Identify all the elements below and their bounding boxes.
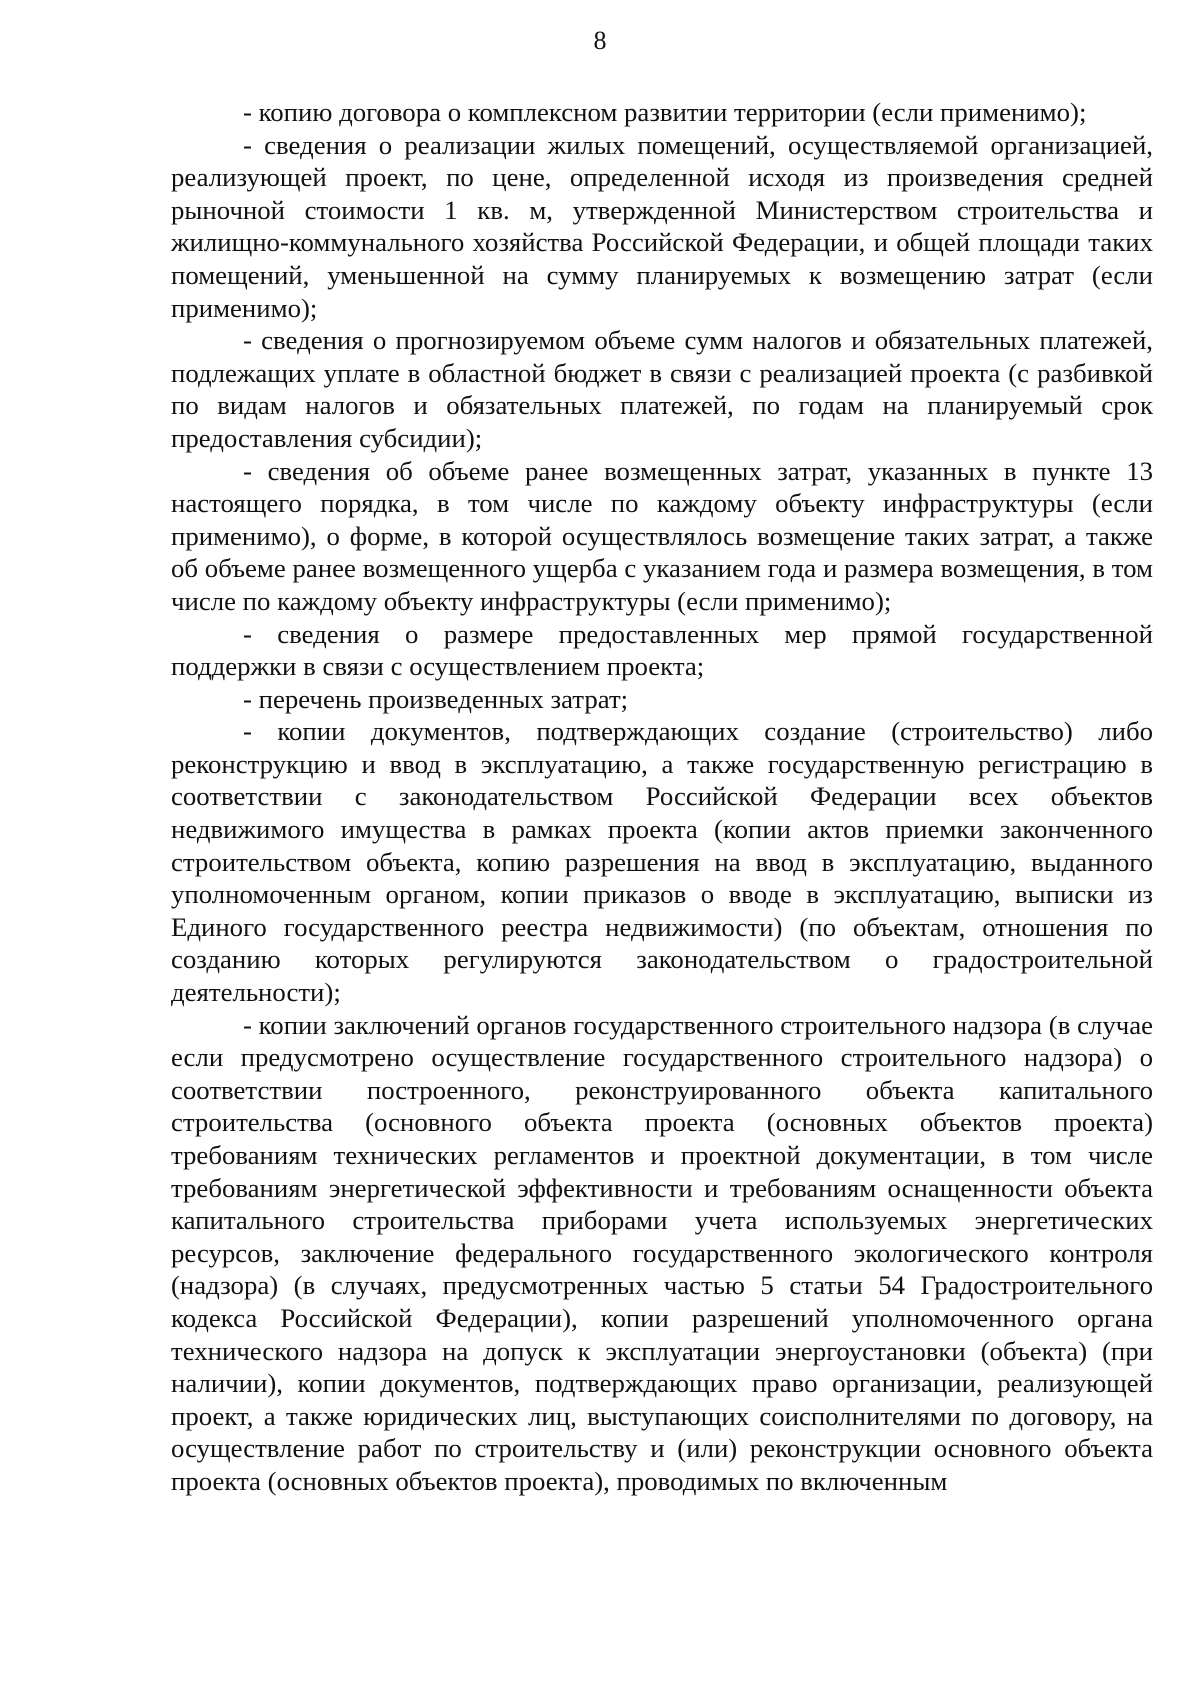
document-body bbox=[171, 96, 1153, 1498]
paragraph-tax-forecast-info: - сведения о прогнозируемом объеме сумм налогов и обязательных платежей, подлежащих уплате в областной бюджет в связи с реализацией проекта (с разбивкой по видам налогов и обязательных платежей, по годам на планируемый срок предоставления субсидии); bbox=[171, 325, 1153, 453]
paragraph-territory-development-contract: - копию договора о комплексном развитии территории (если применимо); bbox=[243, 97, 1087, 127]
page-number: 8 bbox=[593, 26, 607, 55]
paragraph-residential-sales-info: - сведения о реализации жилых помещений, осуществляемой организацией, реализующей проект, по цене, определенной исходя из произведения средней рыночной стоимости 1 кв. м, утвержденной Министерством строительства и жилищно-коммунального хозяйства Российской Федерации, и общей площади таких помещений, уменьшенной на сумму планируемых к возмещению затрат (если применимо); bbox=[171, 129, 1153, 323]
paragraph-state-support-info: - сведения о размере предоставленных мер прямой государственной поддержки в связи с осуществлением проекта; bbox=[171, 618, 1153, 682]
paragraph-supervision-conclusions: - копии заключений органов государственного строительного надзора (в случае если предусмотрено осуществление государственного строительного надзора) о соответствии построенного, реконструированного объекта капитального строительства (основного объекта проекта (основных объектов проекта) требованиям технических регламентов и проектной документации, в том числе требованиям энергетической эффективности и требованиям оснащенности объекта капитального строительства приборами учета используемых энергетических ресурсов, заключение федерального государственного экологического контроля (надзора) (в случаях, предусмотренных частью 5 статьи 54 Градостроительного кодекса Российской Федерации), копии разрешений уполномоченного органа технического надзора на допуск к эксплуатации энергоустановки (объекта) (при наличии), копии документов, подтверждающих право организации, реализующей проект, а также юридических лиц, выступающих соисполнителями по договору, на осуществление работ по строительству и (или) реконструкции основного объекта проекта (основных объектов проекта), проводимых по включенным bbox=[171, 1009, 1153, 1496]
paragraph-construction-documents: - копии документов, подтверждающих создание (строительство) либо реконструкцию и ввод в эксплуатацию, а также государственную регистрацию в соответствии с законодательством Российской Федерации всех объектов недвижимого имущества в рамках проекта (копии актов приемки законченного строительством объекта, копию разрешения на ввод в эксплуатацию, выданного уполномоченным органом, копии приказов о вводе в эксплуатацию, выписки из Единого государственного реестра недвижимости) (по объектам, отношения по созданию которых регулируются законодательством о градостроительной деятельности); bbox=[171, 716, 1153, 1008]
paragraph-previous-reimbursements-info: - сведения об объеме ранее возмещенных затрат, указанных в пункте 13 настоящего порядка, в том числе по каждому объекту инфраструктуры (если применимо), о форме, в которой осуществлялось возмещение таких затрат, а также об объеме ранее возмещенного ущерба с указанием года и размера возмещения, в том числе по каждому объекту инфраструктуры (если применимо); bbox=[171, 455, 1153, 616]
paragraph-costs-list: - перечень произведенных затрат; bbox=[243, 683, 629, 714]
